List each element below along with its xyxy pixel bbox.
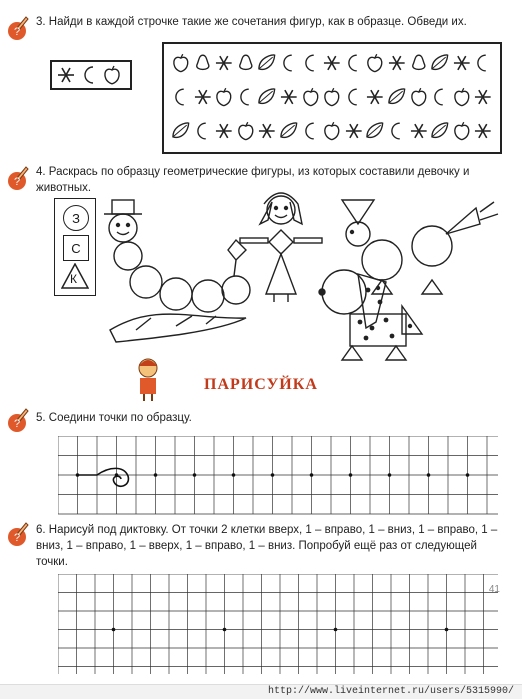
apple-icon [408,86,430,108]
leaf-icon [429,120,451,142]
moon-icon [472,52,494,74]
dog-figure [319,270,422,360]
svg-text:?: ? [13,176,21,188]
section-heading: ПАРИСУЙКА [204,376,318,393]
snowflake-icon [213,52,235,74]
moon-icon [278,52,300,74]
figure-rows-box [162,42,502,154]
svg-text:?: ? [13,532,21,544]
snowflake-icon [472,120,494,142]
task-4-text: 4. Раскрась по образцу геометрические фигуры, из которых составили девочку и животных. [36,166,470,194]
pencil-marker-icon [4,164,30,194]
dot-grid-task-6 [58,574,502,678]
apple-icon [451,120,473,142]
apple-icon [105,66,119,84]
sample-figures [52,62,130,88]
moon-icon [386,120,408,142]
moon-icon [300,52,322,74]
leaf-icon [386,86,408,108]
spiral-example [78,468,129,486]
snowflake-icon [364,86,386,108]
leaf-icon [256,86,278,108]
leaf-icon [170,120,192,142]
source-url-footer: http://www.liveinternet.ru/users/5315990/ [0,684,522,699]
key-triangle [61,263,89,289]
svg-text:?: ? [13,418,21,430]
moon-icon [85,67,93,83]
snowflake-icon [472,86,494,108]
sample-box [50,60,132,90]
snowflake-icon [58,68,74,82]
snowflake-icon [408,120,430,142]
apple-icon [213,86,235,108]
apple-icon [300,86,322,108]
bird-figure [342,200,498,294]
moon-icon [235,86,257,108]
moon-icon [343,86,365,108]
boy-mascot-icon [130,356,166,402]
moon-icon [192,120,214,142]
pear-icon [192,52,214,74]
moon-icon [429,86,451,108]
task-5-text: 5. Соедини точки по образцу. [36,412,192,424]
snowflake-icon [256,120,278,142]
figure-row-2 [170,84,494,110]
key-circle: З [63,205,89,231]
moon-icon [170,86,192,108]
task-3-text: 3. Найди в каждой строчке такие же сочетания фигур, как в образце. Обведи их. [36,16,467,28]
caterpillar-figure [104,200,250,342]
snowflake-icon [213,120,235,142]
snowflake-icon [451,52,473,74]
leaf-icon [364,120,386,142]
apple-icon [321,86,343,108]
leaf-icon [429,52,451,74]
snowflake-icon [278,86,300,108]
apple-icon [451,86,473,108]
pencil-marker-icon [4,406,30,436]
apple-icon [170,52,192,74]
pencil-marker-icon [4,520,30,550]
page-number: 41 [488,584,500,595]
leaf-icon [278,120,300,142]
girl-figure [240,193,322,302]
snowflake-icon [321,52,343,74]
apple-icon [235,120,257,142]
apple-icon [364,52,386,74]
color-key [54,198,96,296]
key-triangle-label: К [70,272,77,286]
pear-icon [235,52,257,74]
apple-icon [321,120,343,142]
snowflake-icon [343,120,365,142]
key-square: С [63,235,89,261]
snowflake-icon [386,52,408,74]
svg-text:?: ? [13,26,21,38]
pear-icon [408,52,430,74]
task-6-text: 6. Нарисуй под диктовку. От точки 2 клетки вверх, 1 – вправо, 1 – вниз, 1 – вправо, 1 – вниз, 1 – вправо, 1 – вверх, 1 – вправо, 1 – вниз. Попробуй ещё раз от следующей точки. [36,524,498,568]
pencil-marker-icon [4,14,30,44]
dot-grid-task-5 [58,436,502,518]
moon-icon [343,52,365,74]
figure-row-1 [170,50,494,76]
figure-row-3 [170,118,494,144]
moon-icon [300,120,322,142]
leaf-icon [256,52,278,74]
geometric-figures-illustration [96,190,516,380]
snowflake-icon [192,86,214,108]
